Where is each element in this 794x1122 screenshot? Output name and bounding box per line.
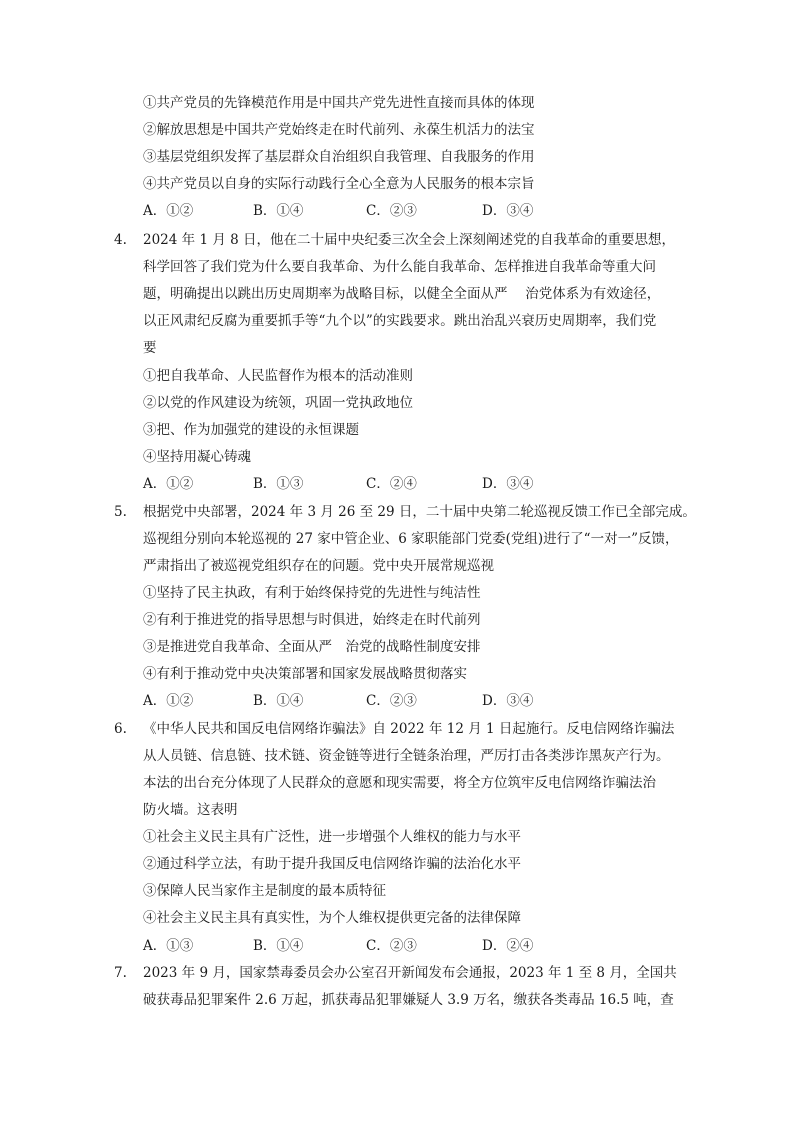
- q4-option-b: B．①③: [253, 476, 304, 492]
- q6-stem-line-4: 防火墙。这表明: [143, 802, 238, 818]
- q4-stem-line-4: 以正风肃纪反腐为重要抓手等“九个以”的实践要求。跳出治乱兴衰历史周期率，我们党: [143, 313, 657, 329]
- q6-item-2: ②通过科学立法，有助于提升我国反电信网络诈骗的法治化水平: [143, 856, 521, 872]
- q3-item-2: ②解放思想是中国共产党始终走在时代前列、永葆生机活力的法宝: [143, 122, 535, 138]
- q4-option-c: C．②④: [366, 476, 417, 492]
- q3-option-b: B．①④: [253, 203, 304, 219]
- q5-option-a: A．①②: [143, 693, 194, 709]
- q5-item-2: ②有利于推进党的指导思想与时俱进，始终走在时代前列: [143, 612, 481, 628]
- q4-item-4: ④坚持用凝心铸魂: [143, 449, 251, 465]
- q6-item-3: ③保障人民当家作主是制度的最本质特征: [143, 883, 386, 899]
- q6-item-4: ④社会主义民主具有真实性，为个人维权提供更完备的法律保障: [143, 910, 521, 926]
- q4-number: 4.: [114, 232, 127, 248]
- q5-stem-line-2: 巡视组分别向本轮巡视的 27 家中管企业、6 家职能部门党委(党组)进行了“一对一”反馈，: [143, 531, 679, 547]
- q4-option-a: A．①②: [143, 476, 194, 492]
- q5-stem-line-3: 严肃指出了被巡视党组织存在的问题。党中央开展常规巡视: [143, 558, 494, 574]
- q3-item-3: ③基层党组织发挥了基层群众自治组织自我管理、自我服务的作用: [143, 149, 535, 165]
- q4-item-2: ②以党的作风建设为统领，巩固一党执政地位: [143, 395, 413, 411]
- q7-stem-line-1: 2023 年 9 月，国家禁毒委员会办公室召开新闻发布会通报，2023 年 1 至 8 月，全国共: [143, 965, 677, 981]
- q6-stem-line-3: 本法的出台充分体现了人民群众的意愿和现实需要，将全方位筑牢反电信网络诈骗法治: [143, 775, 656, 791]
- q3-item-4: ④共产党员以自身的实际行动践行全心全意为人民服务的根本宗旨: [143, 176, 535, 192]
- q4-item-1: ①把自我革命、人民监督作为根本的活动准则: [143, 368, 413, 384]
- q4-stem-line-3: 题，明确提出以跳出历史周期率为战略目标，以健全全面从严 治党体系为有效途径，: [143, 286, 661, 302]
- q5-option-d: D．③④: [482, 693, 534, 709]
- q5-stem-line-1: 根据党中央部署，2024 年 3 月 26 至 29 日，二十届中央第二轮巡视反馈工作已全部完成。: [143, 504, 696, 520]
- q5-item-1: ①坚持了民主执政，有利于始终保持党的先进性与纯洁性: [143, 585, 481, 601]
- q3-option-a: A．①②: [143, 203, 194, 219]
- q6-option-c: C．②③: [366, 938, 417, 954]
- q7-stem-line-2: 破获毒品犯罪案件 2.6 万起，抓获毒品犯罪嫌疑人 3.9 万名，缴获各类毒品 16.5 吨，查: [143, 992, 674, 1008]
- q5-option-c: C．②③: [366, 693, 417, 709]
- q6-option-a: A．①③: [143, 938, 194, 954]
- q6-stem-line-1: 《中华人民共和国反电信网络诈骗法》自 2022 年 12 月 1 日起施行。反电信网络诈骗法: [143, 721, 675, 737]
- q3-option-d: D．③④: [482, 203, 534, 219]
- q5-option-b: B．①④: [253, 693, 304, 709]
- q6-option-d: D．②④: [482, 938, 534, 954]
- q4-item-3: ③把、作为加强党的建设的永恒课题: [143, 422, 359, 438]
- q6-number: 6.: [114, 721, 127, 737]
- q5-item-4: ④有利于推动党中央决策部署和国家发展战略贯彻落实: [143, 666, 467, 682]
- q6-item-1: ①社会主义民主具有广泛性，进一步增强个人维权的能力与水平: [143, 829, 521, 845]
- q3-item-1: ①共产党员的先锋模范作用是中国共产党先进性直接而具体的体现: [143, 95, 535, 111]
- q3-option-c: C．②③: [366, 203, 417, 219]
- q6-stem-line-2: 从人员链、信息链、技术链、资金链等进行全链条治理，严厉打击各类涉诈黑灰产行为。: [143, 748, 670, 764]
- q5-item-3: ③是推进党自我革命、全面从严 治党的战略性制度安排: [143, 639, 481, 655]
- q6-option-b: B．①④: [253, 938, 304, 954]
- q7-number: 7.: [114, 965, 127, 981]
- q4-stem-line-5: 要: [143, 340, 157, 356]
- q4-stem-line-2: 科学回答了我们党为什么要自我革命、为什么能自我革命、怎样推进自我革命等重大问: [143, 259, 656, 275]
- q5-number: 5.: [114, 504, 127, 520]
- q4-stem-line-1: 2024 年 1 月 8 日，他在二十届中央纪委三次全会上深刻阐述党的自我革命的重要思想，: [143, 232, 675, 248]
- q4-option-d: D．③④: [482, 476, 534, 492]
